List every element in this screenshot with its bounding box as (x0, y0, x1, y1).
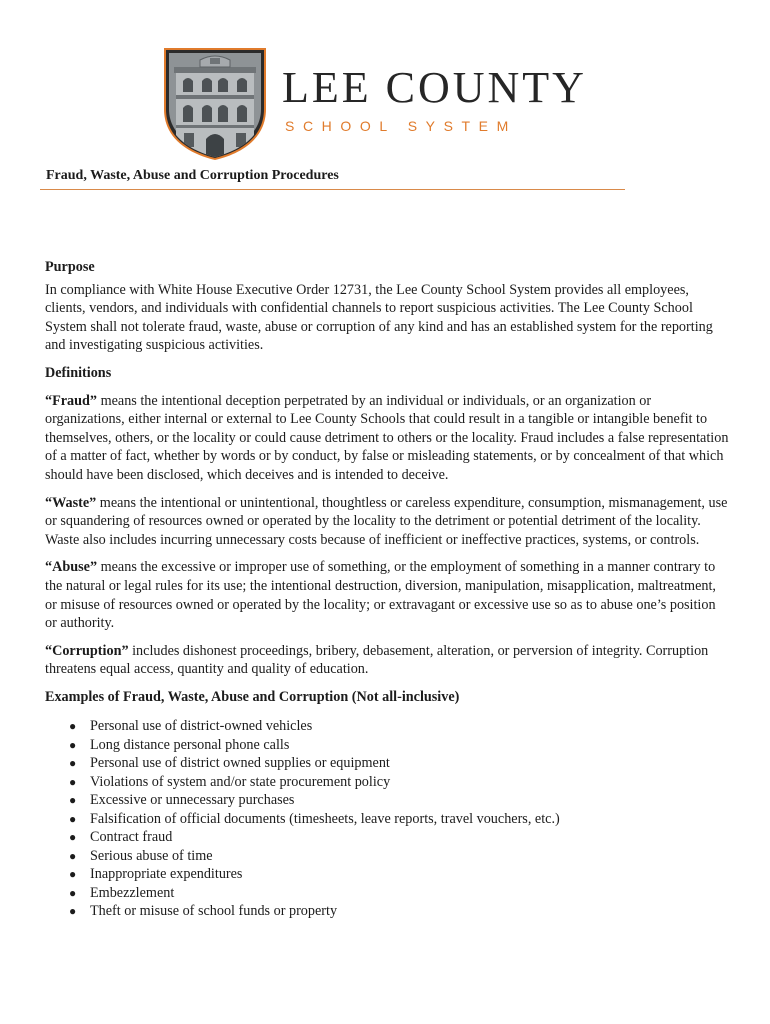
definition-text: means the intentional deception perpetrated by an individual or individuals, or an organization or organizations, either internal or external to Lee County Schools that could result in a tangible or intangible benefit to themselves, others, or the locality or could cause detriment to others or the locality. Fraud includes a false representation of a matter of fact, whether by words or by conduct, by false or misleading statements, or by concealment of that which should have been disclosed, which deceives and is intended to deceive. (45, 392, 729, 483)
definitions-heading: Definitions (45, 364, 112, 381)
document-title: Fraud, Waste, Abuse and Corruption Procedures (46, 168, 339, 183)
document-body (45, 258, 730, 921)
title-divider (40, 189, 625, 190)
list-item: ● Falsification of official documents (timesheets, leave reports, travel vouchers, etc.) (69, 810, 560, 827)
purpose-heading: Purpose (45, 259, 95, 275)
definition-text: means the excessive or improper use of something, or the employment of something in a manner contrary to the natural or legal rules for its use; the intentional destruction, diversion, manipulation, misapplication, maltreatment, or misuse of resources owned or operated by the locality; or extravagant or excessive use so as to abuse one’s position or authority. (45, 559, 716, 632)
bullet-icon: ● (69, 811, 77, 826)
examples-heading: Examples of Fraud, Waste, Abuse and Corruption (Not all-inclusive) (45, 688, 460, 705)
bullet-icon: ● (69, 848, 77, 863)
list-item: ● Long distance personal phone calls (69, 736, 290, 753)
bullet-icon: ● (69, 719, 77, 734)
bullet-icon: ● (69, 904, 77, 919)
definition-waste (45, 494, 730, 550)
definition-term: “Corruption” (45, 642, 129, 659)
bullet-icon: ● (69, 737, 77, 752)
definition-term: “Abuse” (45, 559, 98, 576)
definition-term: “Waste” (45, 494, 97, 511)
bullet-icon: ● (69, 793, 77, 808)
list-item: ● Contract fraud (69, 829, 173, 846)
list-item: ● Excessive or unnecessary purchases (69, 792, 295, 809)
list-item: ● Personal use of district owned supplies or equipment (69, 755, 390, 772)
examples-list (45, 717, 730, 921)
purpose-paragraph: In compliance with White House Executive Order 12731, the Lee County School System provides all employees, clients, vendors, and individuals with confidential channels to report suspicious activities. The Lee County School System shall not tolerate fraud, waste, abuse or corruption of any kind and has an established system for the reporting and investigating suspicious activities. (45, 281, 713, 354)
org-name: LEE COUNTY (282, 63, 587, 112)
list-item: ● Violations of system and/or state procurement policy (69, 773, 391, 790)
definition-corruption (45, 642, 730, 679)
bullet-icon: ● (69, 774, 77, 789)
definition-term: “Fraud” (45, 392, 98, 409)
list-item: ● Inappropriate expenditures (69, 866, 243, 883)
bullet-icon: ● (69, 830, 77, 845)
list-item: ● Embezzlement (69, 884, 175, 901)
definition-text: means the intentional or unintentional, thoughtless or careless expenditure, consumption, mismanagement, use or squandering of resources owned or operated by the locality to the detriment or potential detriment of the locality. Waste also includes incurring unnecessary costs because of inefficient or ineffective practices, systems, or controls. (45, 494, 728, 548)
list-item: ● Serious abuse of time (69, 847, 213, 864)
building-shield-icon (162, 47, 268, 160)
bullet-icon: ● (69, 756, 77, 771)
list-item: ● Personal use of district-owned vehicles (69, 718, 313, 735)
definition-fraud (45, 392, 730, 485)
bullet-icon: ● (69, 885, 77, 900)
definition-abuse (45, 558, 730, 632)
org-subtitle: SCHOOL SYSTEM (285, 118, 517, 134)
bullet-icon: ● (69, 867, 77, 882)
definition-text: includes dishonest proceedings, bribery, debasement, alteration, or perversion of integrity. Corruption threatens equal access, quantity and quality of education. (45, 642, 709, 678)
list-item: ● Theft or misuse of school funds or property (69, 903, 338, 920)
